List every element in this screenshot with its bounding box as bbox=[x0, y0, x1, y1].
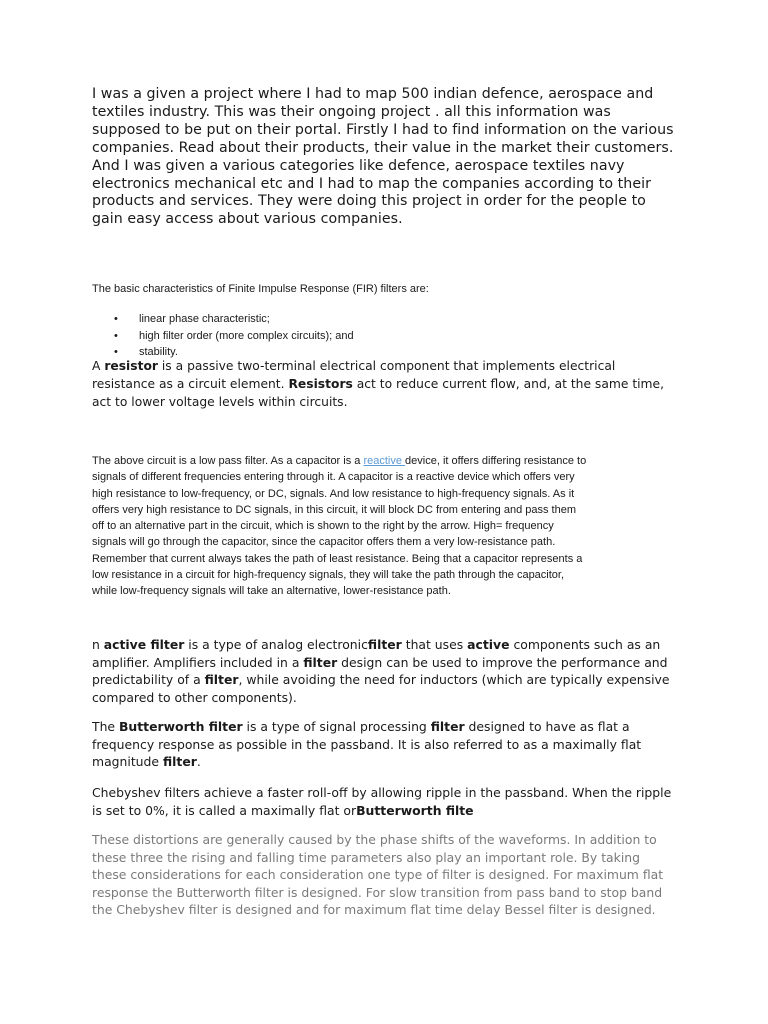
text-line: Remember that current always takes the path of least resistance. Being that a capacitor represents a bbox=[92, 552, 583, 565]
text-line bbox=[92, 753, 688, 771]
project-paragraph bbox=[92, 86, 682, 229]
bullet-icon: • bbox=[114, 346, 118, 358]
text-line: signals will go through the capacitor, since the capacitor offers them a very low-resistance path. bbox=[92, 536, 556, 549]
text-line: response the Butterworth filter is designed. For slow transition from pass band to stop band bbox=[92, 884, 663, 900]
text-line: high resistance to low-frequency, or DC, signals. And low resistance to high-frequency signals. As it bbox=[92, 487, 575, 500]
bold-term: filter bbox=[367, 637, 402, 652]
text-line bbox=[92, 453, 692, 469]
text-run: A bbox=[92, 359, 105, 373]
text-run: predictability of a bbox=[92, 672, 205, 688]
text-run: amplifier. Amplifiers included in a bbox=[92, 654, 304, 670]
list-item-text: stability. bbox=[139, 346, 178, 358]
chebyshev-paragraph bbox=[92, 784, 688, 819]
text-line: while low-frequency signals will take an alternative, lower-resistance path. bbox=[92, 585, 451, 598]
bold-term: resistor bbox=[104, 359, 158, 373]
text-line: these three the rising and falling time parameters also play an important role. By taking bbox=[92, 849, 640, 865]
text-line: act to lower voltage levels within circuits. bbox=[92, 395, 348, 409]
text-line: Chebyshev filters achieve a faster roll-off by allowing ripple in the passband. When the ripple bbox=[92, 785, 672, 800]
text-line: These distortions are generally caused by the phase shifts of the waveforms. In addition to bbox=[92, 832, 657, 847]
text-line bbox=[92, 671, 688, 689]
butterworth-paragraph bbox=[92, 718, 688, 771]
text-run: device, it offers differing resistance to bbox=[405, 455, 587, 467]
list-item-text: high filter order (more complex circuits); and bbox=[139, 329, 354, 342]
text-line: supposed to be put on their portal. Firstly I had to find information on the various bbox=[92, 121, 674, 138]
resistor-paragraph bbox=[92, 357, 682, 411]
text-line: gain easy access about various companies. bbox=[92, 211, 403, 228]
text-run: act to reduce current flow, and, at the same time, bbox=[352, 377, 665, 391]
capacitor-paragraph bbox=[92, 453, 692, 600]
text-line bbox=[92, 375, 682, 393]
text-line: these considerations for each consideration one type of filter is designed. For maximum flat bbox=[92, 867, 664, 883]
bold-term: Resistors bbox=[288, 377, 353, 391]
list-item bbox=[92, 328, 652, 345]
text-run: is a passive two-terminal electrical component that implements electrical bbox=[157, 359, 616, 373]
text-line: offers very high resistance to DC signals, in this circuit, it will block DC from entering and pass them bbox=[92, 503, 576, 516]
text-line bbox=[92, 802, 688, 820]
text-run: design can be used to improve the performance and bbox=[337, 654, 668, 670]
text-line: products and services. They were doing this project in order for the people to bbox=[92, 193, 646, 210]
text-line bbox=[92, 718, 688, 736]
text-run: is set to 0%, it is called a maximally flat or bbox=[92, 802, 357, 818]
text-run: resistance as a circuit element. bbox=[92, 377, 289, 391]
bold-term: Butterworth filter bbox=[118, 719, 243, 734]
distortion-paragraph bbox=[92, 831, 688, 919]
fir-intro: The basic characteristics of Finite Impulse Response (FIR) filters are: bbox=[92, 283, 429, 295]
text-line: signals of different frequencies entering through it. A capacitor is a reactive device which offers very bbox=[92, 471, 575, 484]
text-run: . bbox=[196, 754, 201, 770]
text-line: compared to other components). bbox=[92, 689, 297, 705]
text-run: , while avoiding the need for inductors (which are typically expensive bbox=[238, 672, 670, 688]
text-run: that uses bbox=[401, 637, 468, 652]
text-run: is a type of analog electronic bbox=[184, 637, 368, 652]
bold-term: filter bbox=[204, 672, 239, 688]
text-run: The bbox=[92, 719, 119, 734]
fir-characteristics-list bbox=[92, 311, 652, 361]
text-run: The above circuit is a low pass filter. As a capacitor is a bbox=[92, 455, 364, 467]
bold-term: filter bbox=[430, 719, 465, 734]
bullet-icon: • bbox=[114, 313, 118, 325]
text-line bbox=[92, 636, 688, 654]
bold-term: filter bbox=[162, 754, 197, 770]
text-run: designed to have as flat a bbox=[464, 719, 630, 734]
active-filter-paragraph bbox=[92, 636, 688, 706]
text-line: companies. Read about their products, their value in the market their customers. bbox=[92, 139, 674, 156]
text-line bbox=[92, 654, 688, 672]
bold-term: active filter bbox=[103, 637, 185, 652]
bullet-icon: • bbox=[114, 329, 118, 342]
text-line: electronics mechanical etc and I had to map the companies according to their bbox=[92, 175, 651, 192]
text-run: is a type of signal processing bbox=[242, 719, 431, 734]
reactive-link[interactable]: reactive bbox=[363, 455, 406, 467]
text-line: low resistance in a circuit for high-frequency signals, they will take the path through the capacitor, bbox=[92, 569, 565, 582]
bold-term: active bbox=[467, 637, 510, 652]
bold-term: Butterworth filte bbox=[356, 802, 474, 818]
text-line: frequency response as possible in the passband. It is also referred to as a maximally flat bbox=[92, 736, 642, 752]
list-item-text: linear phase characteristic; bbox=[139, 313, 270, 325]
text-line bbox=[92, 357, 682, 375]
text-run: components such as an bbox=[509, 637, 661, 652]
list-item bbox=[92, 311, 652, 328]
text-line: the Chebyshev filter is designed and for maximum flat time delay Bessel filter is designed. bbox=[92, 902, 656, 918]
text-line: And I was given a various categories like defence, aerospace textiles navy bbox=[92, 157, 625, 174]
text-line: I was a given a project where I had to map 500 indian defence, aerospace and bbox=[92, 86, 654, 102]
text-run: magnitude bbox=[92, 754, 163, 770]
text-run: n bbox=[92, 637, 104, 652]
bold-term: filter bbox=[303, 654, 338, 670]
text-line: textiles industry. This was their ongoing project . all this information was bbox=[92, 103, 611, 120]
text-line: off to an alternative part in the circuit, which is shown to the right by the arrow. High= frequency bbox=[92, 520, 554, 533]
